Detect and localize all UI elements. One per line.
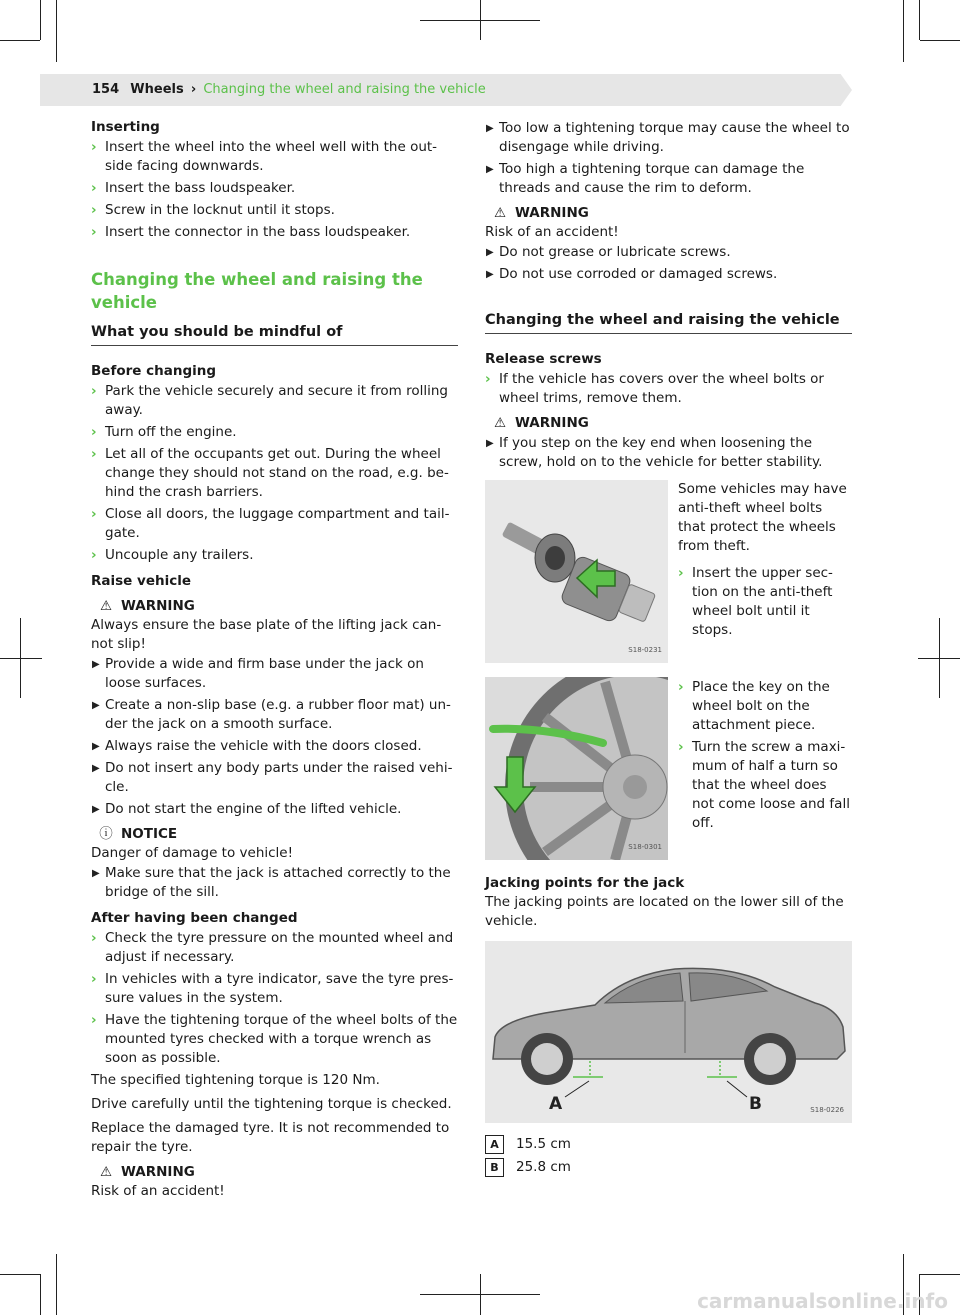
list-item: › Insert the wheel into the wheel well with the out-side facing downwards. — [91, 139, 438, 174]
list-item: ▶ Always raise the vehicle with the doors closed. — [92, 738, 422, 754]
warning-text: Risk of an accident! — [91, 1183, 225, 1199]
legend-row — [485, 1135, 852, 1154]
release-title: Release screws — [485, 351, 602, 367]
chapter-title[interactable]: Wheels — [130, 82, 184, 97]
anti-theft-bolt-figure — [485, 480, 668, 663]
list-item: › Insert the connector in the bass loudspeaker. — [91, 224, 411, 240]
list-item: ▶ Do not grease or lubricate screws. — [486, 244, 731, 260]
figure-code: S18-0301 — [628, 843, 662, 851]
list-item: › Let all of the occupants get out. During the wheel change they should not stand on the road, e.g. be-hind the crash barriers. — [91, 446, 449, 500]
notice-heading: ⓘ NOTICE — [91, 825, 458, 844]
running-header — [92, 80, 486, 100]
warning-icon: ⚠ — [99, 1164, 113, 1180]
list-item: › Turn the screw a maxi-mum of half a turn so that the wheel does not come loose and fall off. — [678, 739, 850, 831]
section-heading: Changing the wheel and raising the vehicle — [485, 310, 852, 334]
breadcrumb-separator: › — [190, 82, 197, 97]
paragraph: The specified tightening torque is 120 Nm. — [91, 1072, 380, 1088]
list-item: › Have the tightening torque of the wheel bolts of the mounted tyres checked with a torque wrench as soon as possible. — [91, 1012, 458, 1066]
list-item: ▶ Do not insert any body parts under the raised vehi-cle. — [92, 760, 453, 795]
watermark: carmanualsonline.info — [697, 1289, 948, 1313]
after-title: After having been changed — [91, 910, 298, 926]
paragraph: Drive carefully until the tightening torque is checked. — [91, 1096, 452, 1112]
list-item: › Turn off the engine. — [91, 424, 237, 440]
list-item: ▶ Make sure that the jack is attached correctly to the bridge of the sill. — [92, 865, 451, 900]
figure-code: S18-0231 — [628, 646, 662, 654]
list-item: › Close all doors, the luggage compartment and tail-gate. — [91, 506, 450, 541]
bolt-adapter-illustration — [485, 480, 668, 663]
section-heading: Changing the wheel and raising the vehicle — [91, 270, 423, 312]
page-number: 154 — [92, 82, 120, 97]
list-item: › Insert the upper sec-tion on the anti-theft wheel bolt until it stops. — [678, 565, 833, 638]
inserting-title: Inserting — [91, 119, 160, 135]
figure-caption — [678, 677, 852, 860]
raise-title: Raise vehicle — [91, 573, 192, 589]
list-item: › In vehicles with a tyre indicator, save the tyre pres-sure values in the system. — [91, 971, 454, 1006]
legend-value: 15.5 cm — [516, 1136, 571, 1152]
warning-heading: ⚠ WARNING — [485, 414, 852, 433]
list-item: › Insert the bass loudspeaker. — [91, 180, 296, 196]
warning-icon: ⚠ — [493, 205, 507, 221]
legend-row — [485, 1158, 852, 1177]
legend-key-box: A — [485, 1135, 504, 1154]
list-item: ▶ Do not start the engine of the lifted vehicle. — [92, 801, 402, 817]
figure-row — [485, 677, 852, 860]
list-item: ▶ Create a non-slip base (e.g. a rubber floor mat) un-der the jack on a smooth surface. — [92, 697, 451, 732]
warning-text: Always ensure the base plate of the lifting jack can-not slip! — [91, 617, 442, 652]
list-item: ▶ Do not use corroded or damaged screws. — [486, 266, 778, 282]
paragraph: Replace the damaged tyre. It is not recommended to repair the tyre. — [91, 1120, 450, 1155]
list-item: ▶ If you step on the key end when loosening the screw, hold on to the vehicle for better stability. — [486, 435, 823, 470]
list-item: › Uncouple any trailers. — [91, 547, 254, 563]
warning-heading: ⚠ WARNING — [91, 1163, 458, 1182]
figure-row — [485, 480, 852, 663]
legend-key-box: B — [485, 1158, 504, 1177]
section-breadcrumb[interactable]: Changing the wheel and raising the vehicle — [203, 82, 486, 97]
jacking-points-figure — [485, 941, 852, 1123]
warning-text: Risk of an accident! — [485, 224, 619, 240]
jack-title: Jacking points for the jack — [485, 875, 685, 891]
list-item: › Screw in the locknut until it stops. — [91, 202, 335, 218]
notice-text: Danger of damage to vehicle! — [91, 845, 294, 861]
list-item: ▶ Too low a tightening torque may cause the wheel to disengage while driving. — [486, 120, 850, 155]
paragraph: The jacking points are located on the lower sill of the vehicle. — [485, 894, 844, 929]
warning-icon: ⚠ — [493, 415, 507, 431]
warning-heading: ⚠ WARNING — [91, 597, 458, 616]
info-circle-icon: ⓘ — [99, 826, 113, 842]
list-item: › Park the vehicle securely and secure it from rolling away. — [91, 383, 448, 418]
paragraph: Some vehicles may have anti-theft wheel bolts that protect the wheels from theft. — [678, 481, 847, 554]
car-side-illustration — [485, 941, 852, 1123]
subheading: What you should be mindful of — [91, 322, 458, 346]
legend-value: 25.8 cm — [516, 1159, 571, 1175]
figure-code: S18-0226 — [810, 1106, 844, 1114]
wheel-illustration — [485, 677, 668, 860]
list-item: ▶ Too high a tightening torque can damage the threads and cause the rim to deform. — [486, 161, 805, 196]
list-item: › Place the key on the wheel bolt on the attachment piece. — [678, 679, 830, 733]
right-column — [485, 118, 852, 1181]
list-item: › Check the tyre pressure on the mounted wheel and adjust if necessary. — [91, 930, 454, 965]
figure-caption — [678, 480, 852, 663]
before-title: Before changing — [91, 363, 217, 379]
left-column — [91, 118, 458, 1201]
warning-heading: ⚠ WARNING — [485, 204, 852, 223]
wheel-key-figure — [485, 677, 668, 860]
jack-point-label-b: B — [749, 1094, 762, 1114]
list-item: › If the vehicle has covers over the wheel bolts or wheel trims, remove them. — [485, 371, 824, 406]
list-item: ▶ Provide a wide and firm base under the jack on loose surfaces. — [92, 656, 424, 691]
warning-icon: ⚠ — [99, 598, 113, 614]
jack-point-label-a: A — [549, 1094, 563, 1114]
